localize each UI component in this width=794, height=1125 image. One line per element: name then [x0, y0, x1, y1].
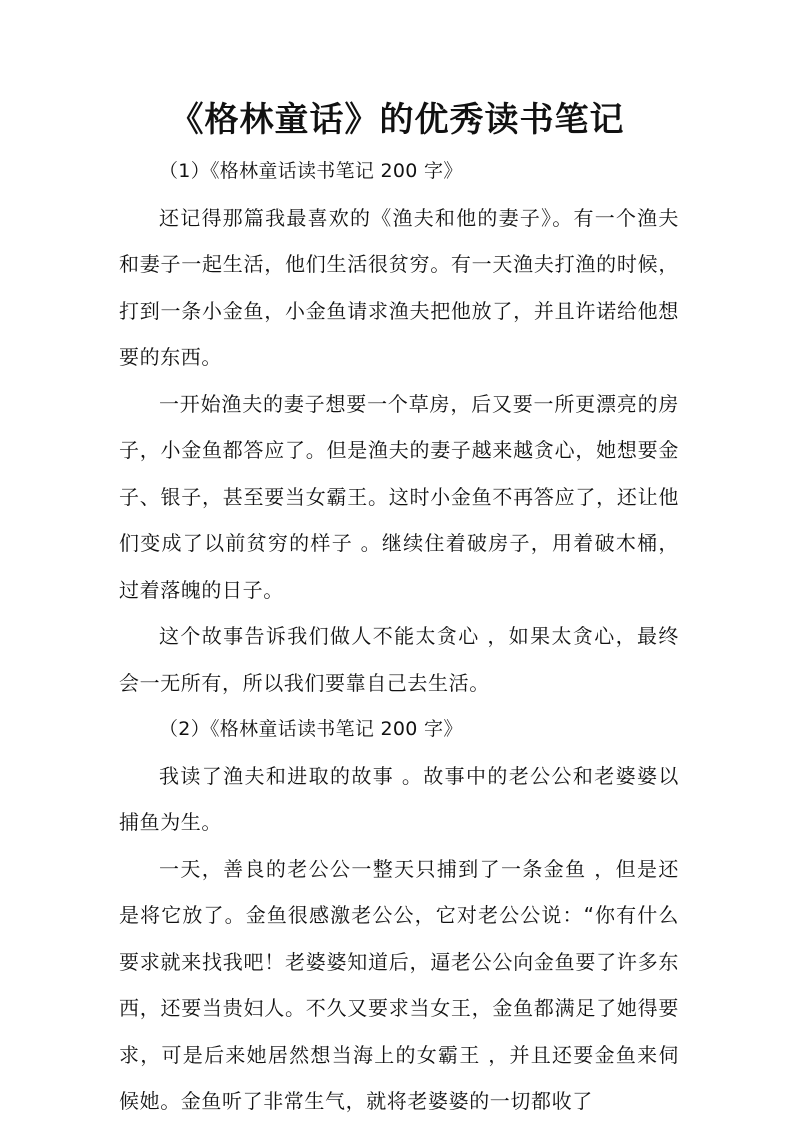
paragraph: 一天，善良的老公公一整天只捕到了一条金鱼 ，但是还是将它放了。金鱼很感激老公公，它对老公公说：“你有什么要求就来找我吧！老婆婆知道后，逼老公公向金鱼要了许多东西，还要当贵妇人。不久又要求当女王，金鱼都满足了她得要求，可是后来她居然想当海上的女霸王 ，并且还要金鱼来伺候她。金鱼听了非常生气，就将老婆婆的一切都收了	[119, 856, 679, 1113]
document-title: 《格林童话》的优秀读书笔记	[169, 100, 625, 140]
paragraph: 还记得那篇我最喜欢的《渔夫和他的妻子》。有一个渔夫和妻子一起生活，他们生活很贫穷。有一天渔夫打渔的时候，打到一条小金鱼，小金鱼请求渔夫把他放了，并且许诺给他想要的东西。	[119, 205, 679, 369]
paragraph: 一开始渔夫的妻子想要一个草房，后又要一所更漂亮的房子，小金鱼都答应了。但是渔夫的妻子越来越贪心，她想要金子、银子，甚至要当女霸王。这时小金鱼不再答应了，还让他们变成了以前贫穷的样子 。继续住着破房子，用着破木桶，过着落魄的日子。	[119, 391, 679, 602]
document-body	[119, 148, 679, 1125]
paragraph: 这个故事告诉我们做人不能太贪心 ，如果太贪心，最终会一无所有，所以我们要靠自己去生活。	[119, 624, 679, 695]
paragraph: 我读了渔夫和进取的故事 。故事中的老公公和老婆婆以捕鱼为生。	[119, 763, 679, 834]
section-heading-2: （2）《格林童话读书笔记 200 字》	[159, 718, 463, 740]
section-heading-1: （1）《格林童话读书笔记 200 字》	[159, 160, 463, 182]
